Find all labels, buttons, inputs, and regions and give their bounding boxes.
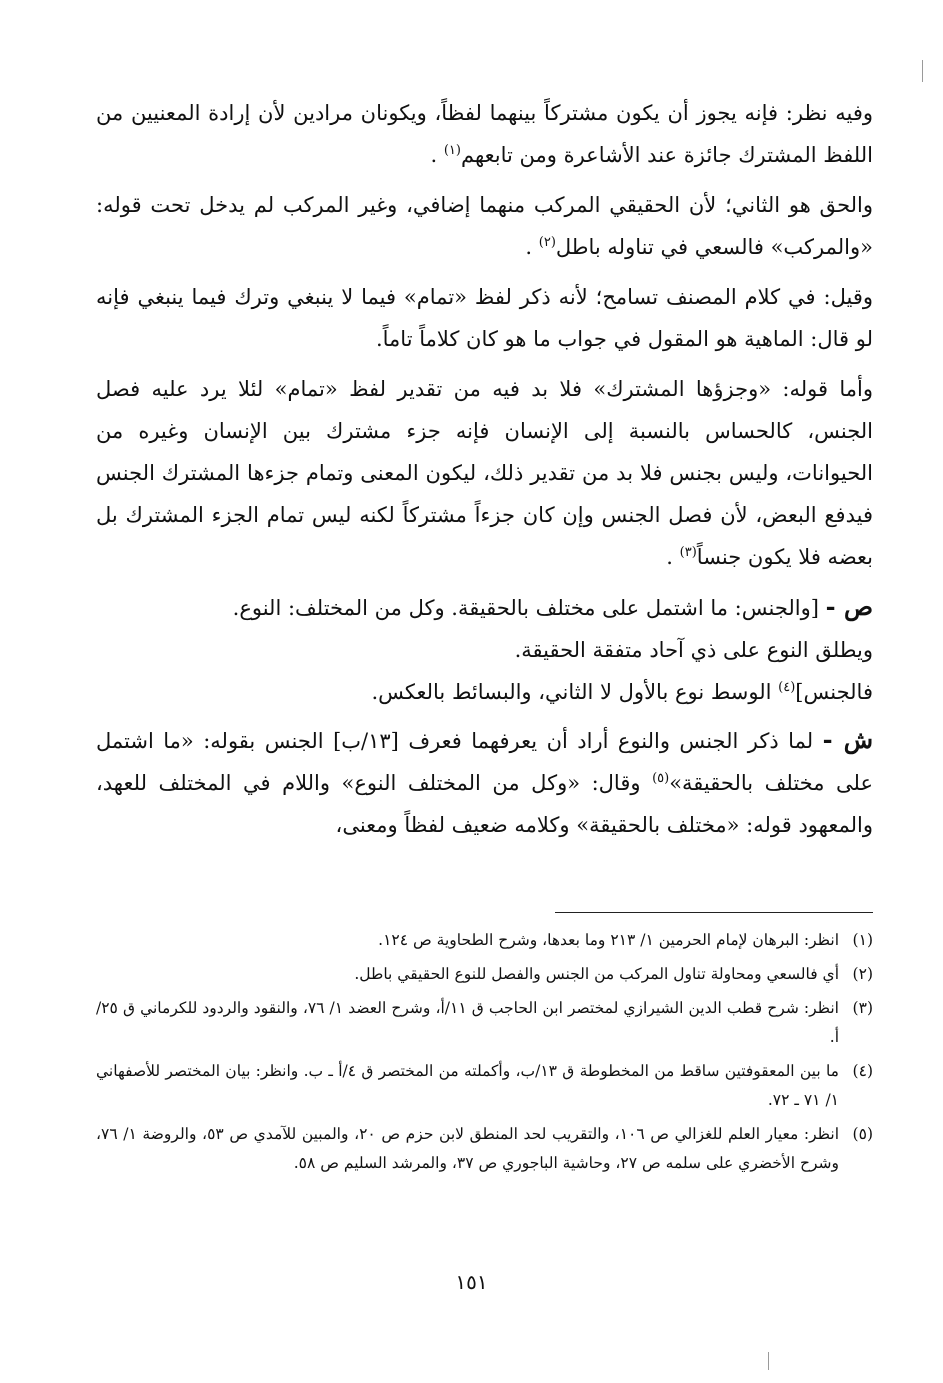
footnote-text: انظر: شرح قطب الدين الشيرازي لمختصر ابن الحاجب ق ١١/أ، وشرح العضد ١/ ٧٦، والنقود والردود للكرماني ق ٢٥/أ. [96,999,839,1046]
matn-line-2 [96,629,873,671]
footnote-ref-1[interactable]: (١) [443,143,461,158]
footnote-5 [96,1120,873,1178]
matn-line-3 [96,671,873,713]
footnote-ref-5[interactable]: (٥) [652,771,670,786]
paragraph-objection [96,92,873,176]
scan-artifact-line [922,60,923,82]
sharh-marker: ش - [822,725,873,754]
footnote-separator [555,912,873,913]
footnote-3 [96,994,873,1052]
footnote-ref-2[interactable]: (٢) [538,235,556,250]
footnote-text: انظر: معيار العلم للغزالي ص ١٠٦، والتقريب لحد المنطق لابن حزم ص ٢٠، والمبين للآمدي ص ٥٣، والروضة ١/ ٧٦، وشرح الأخضري على سلمه ص ٢٧، وحاشية الباجوري ص ٣٧، والمرشد السليم ص ٥٨. [96,1125,839,1172]
footnote-text: ما بين المعقوفتين ساقط من المخطوطة ق ١٣/ب، وأكملته من المختصر ق ٤/أ ـ ب. وانظر: بيان المختصر للأصفهاني ١/ ٧١ ـ ٧٢. [96,1062,839,1109]
matn-text: ويطلق النوع على ذي آحاد متفقة الحقيقة. [514,638,873,662]
scan-artifact-line [768,1352,769,1370]
paragraph-tolerance [96,276,873,360]
matn-block [96,586,873,713]
footnote-text: انظر: البرهان لإمام الحرمين ١/ ٢١٣ وما بعدها، وشرح الطحاوية ص ١٢٤. [378,931,839,949]
main-text [96,92,873,854]
footnote-number: (٥) [852,1125,873,1143]
sharh-text: وقال: «وكل من المختلف النوع» واللام في المختلف للعهد، والمعهود قوله: «مختلف بالحقيقة» وكلامه ضعيف لفظاً ومعنى، [96,771,873,837]
footnote-number: (٢) [852,965,873,983]
paragraph-end: . [666,545,673,569]
footnote-ref-3[interactable]: (٣) [679,545,697,560]
paragraph-text: وأما قوله: «وجزؤها المشترك» فلا بد فيه من تقدير لفظ «تمام» لئلا يرد عليه فصل الجنس، كالحساس بالنسبة إلى الإنسان فإنه جزء مشترك بين الإنسان وغيره من الحيوانات، وليس بجنس فلا بد من تقدير ذلك، ليكون المعنى وتمام جزءها المشترك الجنس فيدفع البعض، لأن فصل الجنس وإن كان جزءاً مشتركاً لكنه ليس تمام الجزء المشترك بل بعضه فلا يكون جنساً [96,377,873,569]
footnotes [96,926,873,1183]
footnote-number: (٣) [852,999,873,1017]
paragraph-text: والحق هو الثاني؛ لأن الحقيقي المركب منهما إضافي، وغير المركب لم يدخل تحت قوله: «والمركب» فالسعي في تناوله باطل [96,193,873,259]
paragraph-text: وفيه نظر: فإنه يجوز أن يكون مشتركاً بينهما لفظاً، ويكونان مرادين لأن إرادة المعنيين من اللفظ المشترك جائزة عند الأشاعرة ومن تابعهم [96,101,873,167]
matn-marker: ص - [825,592,873,621]
footnote-1 [96,926,873,955]
matn-line-1 [96,586,873,629]
paragraph-end: . [525,235,533,259]
footnote-number: (١) [852,931,873,949]
paragraph-correct-view [96,184,873,268]
paragraph-shared-part [96,368,873,578]
footnote-ref-4[interactable]: (٤) [778,680,796,695]
page-number: ١٥١ [455,1270,488,1294]
footnote-text: أي فالسعي ومحاولة تناول المركب من الجنس والفصل للنوع الحقيقي باطل. [354,965,839,983]
paragraph-text: وقيل: في كلام المصنف تسامح؛ لأنه ذكر لفظ «تمام» فيما لا ينبغي وترك فيما ينبغي فإنه لو قال: الماهية هو المقول في جواب ما هو كان كلاماً تاماً. [96,285,873,351]
matn-text: الوسط نوع بالأول لا الثاني، والبسائط بالعكس. [371,680,779,704]
matn-text: فالجنس] [795,680,873,704]
sharh-text: لما ذكر الجنس والنوع أراد أن يعرفهما فعرف [١٣/ب] الجنس بقوله: «ما اشتمل على مختلف بالحقيقة» [96,729,873,795]
footnote-2 [96,960,873,989]
footnote-4 [96,1057,873,1115]
footnote-number: (٤) [852,1062,873,1080]
matn-text: [والجنس: ما اشتمل على مختلف بالحقيقة. وكل من المختلف: النوع. [232,596,819,620]
sharh-block [96,719,873,846]
paragraph-end: . [430,143,438,167]
